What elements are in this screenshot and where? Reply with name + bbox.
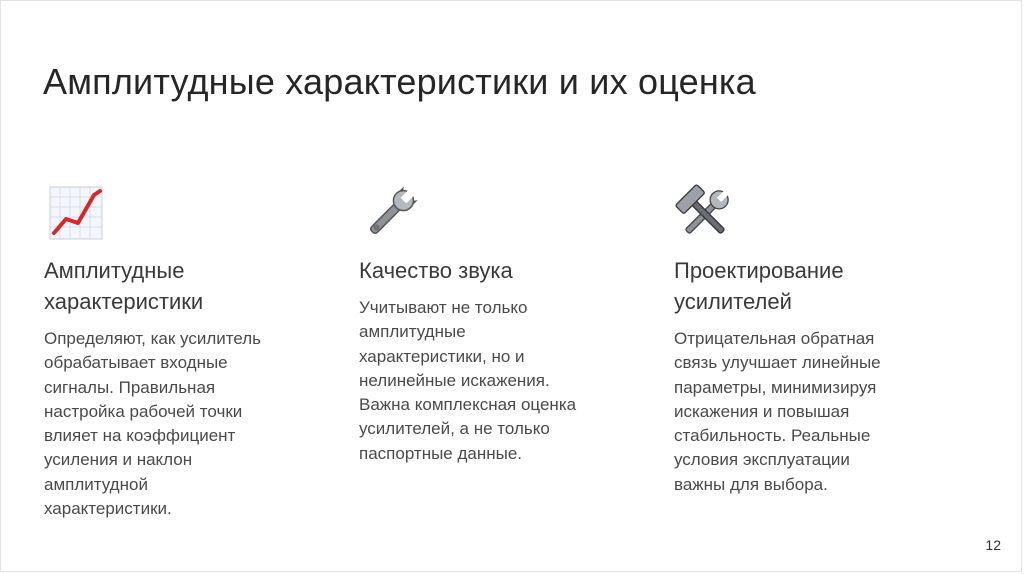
column-body-text: Учитывают не только амплитудные характеристики, но и нелинейные искажения. Важна комплексная оценка усилителей, а не только паспортные данные. (359, 298, 577, 463)
column-body-text: Определяют, как усилитель обрабатывает входные сигналы. Правильная настройка рабочей точки влияет на коэффициент усиления и наклон амплитудной характеристики. (44, 329, 262, 519)
chart-increasing-icon (44, 183, 106, 245)
page-number: 12 (985, 537, 1001, 553)
column-body-text: Отрицательная обратная связь улучшает линейные параметры, минимизируя искажения и повышая стабильность. Реальные условия эксплуатации важны для выбора. (674, 329, 881, 494)
column-amplifier-design (674, 183, 974, 497)
slide-title: Амплитудные характеристики и их оценка (43, 61, 756, 102)
column-heading: Проектирование усилителей (674, 258, 844, 314)
column-heading: Качество звука (359, 258, 513, 283)
column-sound-quality (359, 183, 659, 466)
column-heading: Амплитудные характеристики (44, 258, 204, 314)
hammer-and-wrench-icon (674, 183, 736, 245)
column-amplitude-characteristics (44, 183, 344, 521)
wrench-icon (359, 183, 421, 245)
